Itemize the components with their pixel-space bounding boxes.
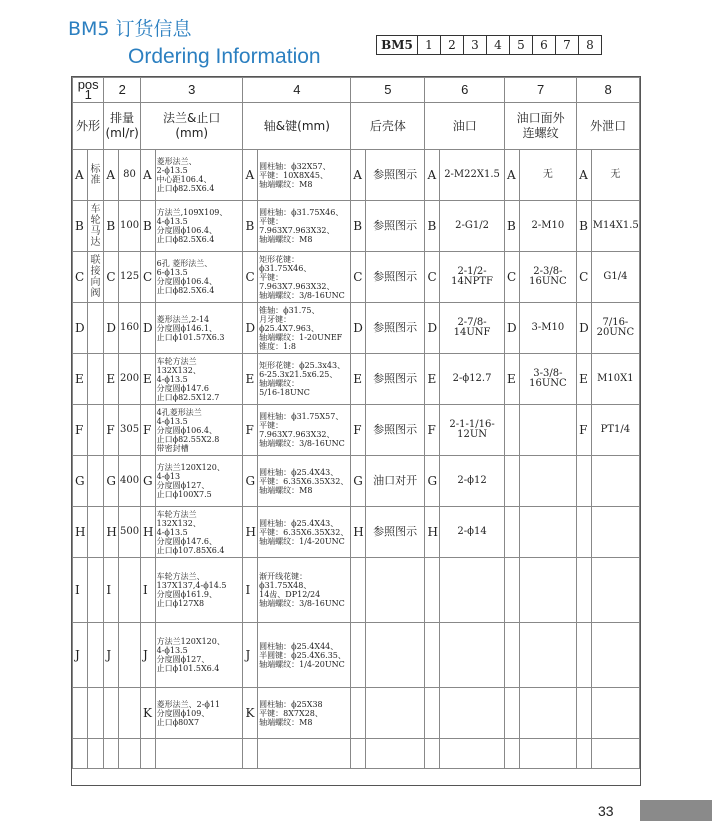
pos-1: pos 1 bbox=[73, 78, 104, 103]
housing-spec bbox=[365, 739, 425, 769]
letter: C bbox=[140, 252, 155, 303]
letter: H bbox=[104, 507, 119, 558]
housing-spec: 参照图示 bbox=[365, 303, 425, 354]
flange-spec: 方法兰120X120、 4-ϕ13 分度圆ϕ127、 止口ϕ100X7.5 bbox=[155, 456, 243, 507]
letter: F bbox=[104, 405, 119, 456]
letter: C bbox=[504, 252, 519, 303]
shape-note bbox=[87, 688, 104, 739]
letter: H bbox=[73, 507, 88, 558]
code-pos-6: 6 bbox=[532, 36, 555, 54]
letter bbox=[577, 558, 592, 623]
drain-spec bbox=[591, 456, 639, 507]
letter: G bbox=[73, 456, 88, 507]
housing-spec: 参照图示 bbox=[365, 507, 425, 558]
letter bbox=[577, 456, 592, 507]
letter: J bbox=[73, 623, 88, 688]
letter bbox=[243, 739, 258, 769]
letter: B bbox=[425, 201, 440, 252]
pos-2: 2 bbox=[104, 78, 141, 103]
letter: A bbox=[577, 150, 592, 201]
pos-5: 5 bbox=[351, 78, 425, 103]
header-shaft: 轴&键(mm) bbox=[243, 103, 351, 150]
port-spec: 2-1/2- 14NPTF bbox=[440, 252, 505, 303]
letter bbox=[577, 623, 592, 688]
letter bbox=[504, 507, 519, 558]
displacement: 200 bbox=[119, 354, 141, 405]
letter bbox=[104, 739, 119, 769]
letter: F bbox=[243, 405, 258, 456]
letter: D bbox=[73, 303, 88, 354]
code-pos-2: 2 bbox=[440, 36, 463, 54]
code-pos-8: 8 bbox=[578, 36, 601, 54]
flange-spec: 车轮方法兰 132X132、 4-ϕ13.5 分度圆ϕ147.6、 止口ϕ107.85X6.4 bbox=[155, 507, 243, 558]
displacement: 125 bbox=[119, 252, 141, 303]
port-thread-spec: 2-3/8- 16UNC bbox=[519, 252, 577, 303]
flange-spec: 菱形法兰,2-14 分度圆ϕ146.1、 止口ϕ101.57X6.3 bbox=[155, 303, 243, 354]
drain-spec: PT1/4 bbox=[591, 405, 639, 456]
letter: F bbox=[140, 405, 155, 456]
displacement bbox=[119, 739, 141, 769]
displacement: 305 bbox=[119, 405, 141, 456]
letter: I bbox=[243, 558, 258, 623]
table-row bbox=[73, 303, 640, 354]
housing-spec: 参照图示 bbox=[365, 150, 425, 201]
letter: G bbox=[104, 456, 119, 507]
letter: J bbox=[104, 623, 119, 688]
letter bbox=[351, 558, 366, 623]
code-pos-5: 5 bbox=[509, 36, 532, 54]
shaft-spec: 圆柱轴：ϕ25X38 平键：8X7X28、 轴端螺纹：M8 bbox=[258, 688, 351, 739]
drain-spec bbox=[591, 623, 639, 688]
letter: B bbox=[104, 201, 119, 252]
letter bbox=[140, 739, 155, 769]
letter: B bbox=[577, 201, 592, 252]
letter bbox=[577, 507, 592, 558]
letter: E bbox=[104, 354, 119, 405]
table-row bbox=[73, 354, 640, 405]
table-row bbox=[73, 688, 640, 739]
port-thread-spec bbox=[519, 405, 577, 456]
port-spec bbox=[440, 558, 505, 623]
drain-spec: M14X1.5 bbox=[591, 201, 639, 252]
letter bbox=[504, 739, 519, 769]
header-flange: 法兰&止口 (mm) bbox=[140, 103, 243, 150]
letter: K bbox=[140, 688, 155, 739]
letter: B bbox=[73, 201, 88, 252]
letter: A bbox=[140, 150, 155, 201]
port-spec bbox=[440, 623, 505, 688]
code-pos-3: 3 bbox=[463, 36, 486, 54]
shape-note: 联接向阀 bbox=[87, 252, 104, 303]
drain-spec bbox=[591, 688, 639, 739]
letter bbox=[73, 739, 88, 769]
letter: F bbox=[425, 405, 440, 456]
port-spec: 2-1-1/16- 12UN bbox=[440, 405, 505, 456]
port-spec: 2-7/8- 14UNF bbox=[440, 303, 505, 354]
header-drain: 外泄口 bbox=[577, 103, 640, 150]
port-spec: 2-ϕ12.7 bbox=[440, 354, 505, 405]
ordering-table-frame bbox=[71, 76, 641, 786]
port-spec: 2-ϕ14 bbox=[440, 507, 505, 558]
letter: H bbox=[351, 507, 366, 558]
housing-spec: 参照图示 bbox=[365, 354, 425, 405]
port-thread-spec bbox=[519, 456, 577, 507]
letter: A bbox=[425, 150, 440, 201]
letter bbox=[577, 739, 592, 769]
page-number: 33 bbox=[598, 803, 614, 819]
model-code-box bbox=[376, 35, 602, 55]
letter: E bbox=[577, 354, 592, 405]
displacement: 100 bbox=[119, 201, 141, 252]
letter: K bbox=[243, 688, 258, 739]
port-thread-spec bbox=[519, 507, 577, 558]
ordering-table bbox=[72, 77, 640, 769]
port-spec: 2-M22X1.5 bbox=[440, 150, 505, 201]
letter: E bbox=[425, 354, 440, 405]
shaft-spec: 圆柱轴：ϕ25.4X43、 平键：6.35X6.35X32、 轴端螺纹：M8 bbox=[258, 456, 351, 507]
port-thread-spec: 2-M10 bbox=[519, 201, 577, 252]
letter: D bbox=[577, 303, 592, 354]
letter: C bbox=[425, 252, 440, 303]
shaft-spec: 圆柱轴：ϕ32X57、 平键：10X8X45、 轴端螺纹：M8 bbox=[258, 150, 351, 201]
letter bbox=[351, 739, 366, 769]
letter: G bbox=[140, 456, 155, 507]
letter: E bbox=[504, 354, 519, 405]
letter: H bbox=[243, 507, 258, 558]
letter: D bbox=[425, 303, 440, 354]
shape-note bbox=[87, 507, 104, 558]
position-row bbox=[73, 78, 640, 103]
letter: F bbox=[351, 405, 366, 456]
housing-spec bbox=[365, 623, 425, 688]
flange-spec: 车轮方法兰 132X132、 4-ϕ13.5 分度圆ϕ147.6 止口ϕ82.5X12.7 bbox=[155, 354, 243, 405]
housing-spec: 油口对开 bbox=[365, 456, 425, 507]
letter: H bbox=[140, 507, 155, 558]
letter: B bbox=[351, 201, 366, 252]
page-subtitle: Ordering Information bbox=[128, 45, 321, 68]
shape-note: 标准 bbox=[87, 150, 104, 201]
drain-spec: 7/16- 20UNC bbox=[591, 303, 639, 354]
letter bbox=[425, 623, 440, 688]
shaft-spec bbox=[258, 739, 351, 769]
shape-note bbox=[87, 405, 104, 456]
letter: E bbox=[140, 354, 155, 405]
letter: C bbox=[104, 252, 119, 303]
letter: F bbox=[577, 405, 592, 456]
page-title: BM5 订货信息 bbox=[68, 18, 192, 40]
letter bbox=[504, 623, 519, 688]
shaft-spec: 矩形花键：ϕ31.75X46、 平键：7.963X7.963X32、 轴端螺纹：3/8-16UNC bbox=[258, 252, 351, 303]
letter: G bbox=[425, 456, 440, 507]
header-row bbox=[73, 103, 640, 150]
letter bbox=[351, 688, 366, 739]
code-pos-7: 7 bbox=[555, 36, 578, 54]
housing-spec: 参照图示 bbox=[365, 405, 425, 456]
letter: D bbox=[504, 303, 519, 354]
table-row bbox=[73, 507, 640, 558]
letter: C bbox=[243, 252, 258, 303]
port-thread-spec bbox=[519, 623, 577, 688]
letter bbox=[351, 623, 366, 688]
displacement bbox=[119, 623, 141, 688]
port-thread-spec: 无 bbox=[519, 150, 577, 201]
header-shape: 外形 bbox=[73, 103, 104, 150]
port-thread-spec bbox=[519, 739, 577, 769]
pos-4: 4 bbox=[243, 78, 351, 103]
letter: I bbox=[73, 558, 88, 623]
letter bbox=[73, 688, 88, 739]
table-row bbox=[73, 405, 640, 456]
drain-spec bbox=[591, 558, 639, 623]
housing-spec: 参照图示 bbox=[365, 252, 425, 303]
letter bbox=[504, 558, 519, 623]
letter: D bbox=[243, 303, 258, 354]
letter bbox=[425, 688, 440, 739]
port-thread-spec bbox=[519, 688, 577, 739]
letter bbox=[577, 688, 592, 739]
shape-note bbox=[87, 354, 104, 405]
flange-spec: 车轮方法兰、 137X137,4-ϕ14.5 分度圆ϕ161.9、 止口ϕ127X8 bbox=[155, 558, 243, 623]
port-thread-spec: 3-M10 bbox=[519, 303, 577, 354]
port-thread-spec bbox=[519, 558, 577, 623]
shape-note: 车轮马达 bbox=[87, 201, 104, 252]
shaft-spec: 圆柱轴：ϕ25.4X43、 平键：6.35X6.35X32、 轴端螺纹：1/4-20UNC bbox=[258, 507, 351, 558]
port-spec: 2-G1/2 bbox=[440, 201, 505, 252]
shape-note bbox=[87, 456, 104, 507]
displacement bbox=[119, 688, 141, 739]
letter bbox=[504, 688, 519, 739]
pos-8: 8 bbox=[577, 78, 640, 103]
letter bbox=[104, 688, 119, 739]
pos-7: 7 bbox=[504, 78, 576, 103]
housing-spec bbox=[365, 558, 425, 623]
displacement: 80 bbox=[119, 150, 141, 201]
displacement: 160 bbox=[119, 303, 141, 354]
letter: E bbox=[73, 354, 88, 405]
table-row bbox=[73, 739, 640, 769]
housing-spec bbox=[365, 688, 425, 739]
flange-spec: 菱形法兰、 2-ϕ13.5 中心距106.4、 止口ϕ82.5X6.4 bbox=[155, 150, 243, 201]
port-thread-spec: 3-3/8- 16UNC bbox=[519, 354, 577, 405]
shape-note bbox=[87, 303, 104, 354]
letter: A bbox=[243, 150, 258, 201]
letter: D bbox=[351, 303, 366, 354]
letter: I bbox=[140, 558, 155, 623]
table-row bbox=[73, 150, 640, 201]
letter: A bbox=[104, 150, 119, 201]
shaft-spec: 圆柱轴：ϕ31.75X46、 平键：7.963X7.963X32、 轴端螺纹：M8 bbox=[258, 201, 351, 252]
table-row bbox=[73, 623, 640, 688]
shaft-spec: 矩形花键：ϕ25.3x43、 6-25.3x21.5x6.25、 轴端螺纹： 5/16-18UNC bbox=[258, 354, 351, 405]
shaft-spec: 圆柱轴：ϕ25.4X44、 半圆键：ϕ25.4X6.35、 轴端螺纹：1/4-20UNC bbox=[258, 623, 351, 688]
letter: G bbox=[351, 456, 366, 507]
flange-spec: 菱形法兰、2-ϕ11 分度圆ϕ109、 止口ϕ80X7 bbox=[155, 688, 243, 739]
port-spec: 2-ϕ12 bbox=[440, 456, 505, 507]
port-spec bbox=[440, 739, 505, 769]
letter: A bbox=[504, 150, 519, 201]
pos-3: 3 bbox=[140, 78, 243, 103]
code-model: BM5 bbox=[381, 38, 413, 52]
code-pos-4: 4 bbox=[486, 36, 509, 54]
letter: A bbox=[351, 150, 366, 201]
drain-spec: 无 bbox=[591, 150, 639, 201]
flange-spec: 方法兰,109X109、 4-ϕ13.5 分度圆ϕ106.4、 止口ϕ82.5X6.4 bbox=[155, 201, 243, 252]
letter: H bbox=[425, 507, 440, 558]
letter: B bbox=[140, 201, 155, 252]
letter bbox=[425, 558, 440, 623]
page-number-bar bbox=[640, 800, 712, 821]
table-row bbox=[73, 456, 640, 507]
drain-spec: M10X1 bbox=[591, 354, 639, 405]
displacement bbox=[119, 558, 141, 623]
flange-spec: 方法兰120X120、 4-ϕ13.5 分度圆ϕ127、 止口ϕ101.5X6.4 bbox=[155, 623, 243, 688]
letter bbox=[504, 405, 519, 456]
shape-note bbox=[87, 558, 104, 623]
letter: E bbox=[351, 354, 366, 405]
letter: J bbox=[243, 623, 258, 688]
letter: G bbox=[243, 456, 258, 507]
housing-spec: 参照图示 bbox=[365, 201, 425, 252]
drain-spec: G1/4 bbox=[591, 252, 639, 303]
drain-spec bbox=[591, 739, 639, 769]
letter: C bbox=[577, 252, 592, 303]
shaft-spec: 渐开线花键： ϕ31.75X48、 14齿、DP12/24 轴端螺纹：3/8-16UNC bbox=[258, 558, 351, 623]
pos-6: 6 bbox=[425, 78, 505, 103]
letter: A bbox=[73, 150, 88, 201]
flange-spec bbox=[155, 739, 243, 769]
header-displacement: 排量 (ml/r) bbox=[104, 103, 141, 150]
drain-spec bbox=[591, 507, 639, 558]
letter: B bbox=[243, 201, 258, 252]
header-port: 油口 bbox=[425, 103, 505, 150]
flange-spec: 4孔菱形法兰 4-ϕ13.5 分度圆ϕ106.4、 止口ϕ82.55X2.8 带密封槽 bbox=[155, 405, 243, 456]
header-rear-housing: 后壳体 bbox=[351, 103, 425, 150]
displacement: 400 bbox=[119, 456, 141, 507]
letter: D bbox=[140, 303, 155, 354]
table-row bbox=[73, 201, 640, 252]
shape-note bbox=[87, 623, 104, 688]
displacement: 500 bbox=[119, 507, 141, 558]
shaft-spec: 锥轴：ϕ31.75、 月牙键：ϕ25.4X7.963、 轴端螺纹：1-20UNEF 锥度：1:8 bbox=[258, 303, 351, 354]
shaft-spec: 圆柱轴：ϕ31.75X57、 平键：7.963X7.963X32、 轴端螺纹：3/8-16UNC bbox=[258, 405, 351, 456]
letter: B bbox=[504, 201, 519, 252]
shape-note bbox=[87, 739, 104, 769]
flange-spec: 6孔 菱形法兰、 6-ϕ13.5 分度圆ϕ106.4、 止口ϕ82.5X6.4 bbox=[155, 252, 243, 303]
letter: C bbox=[73, 252, 88, 303]
table-row bbox=[73, 252, 640, 303]
letter bbox=[504, 456, 519, 507]
letter: D bbox=[104, 303, 119, 354]
header-port-thread: 油口面外 连螺纹 bbox=[504, 103, 576, 150]
letter: E bbox=[243, 354, 258, 405]
letter: J bbox=[140, 623, 155, 688]
code-pos-1: 1 bbox=[417, 36, 440, 54]
table-row bbox=[73, 558, 640, 623]
letter: F bbox=[73, 405, 88, 456]
port-spec bbox=[440, 688, 505, 739]
letter: I bbox=[104, 558, 119, 623]
letter: C bbox=[351, 252, 366, 303]
letter bbox=[425, 739, 440, 769]
